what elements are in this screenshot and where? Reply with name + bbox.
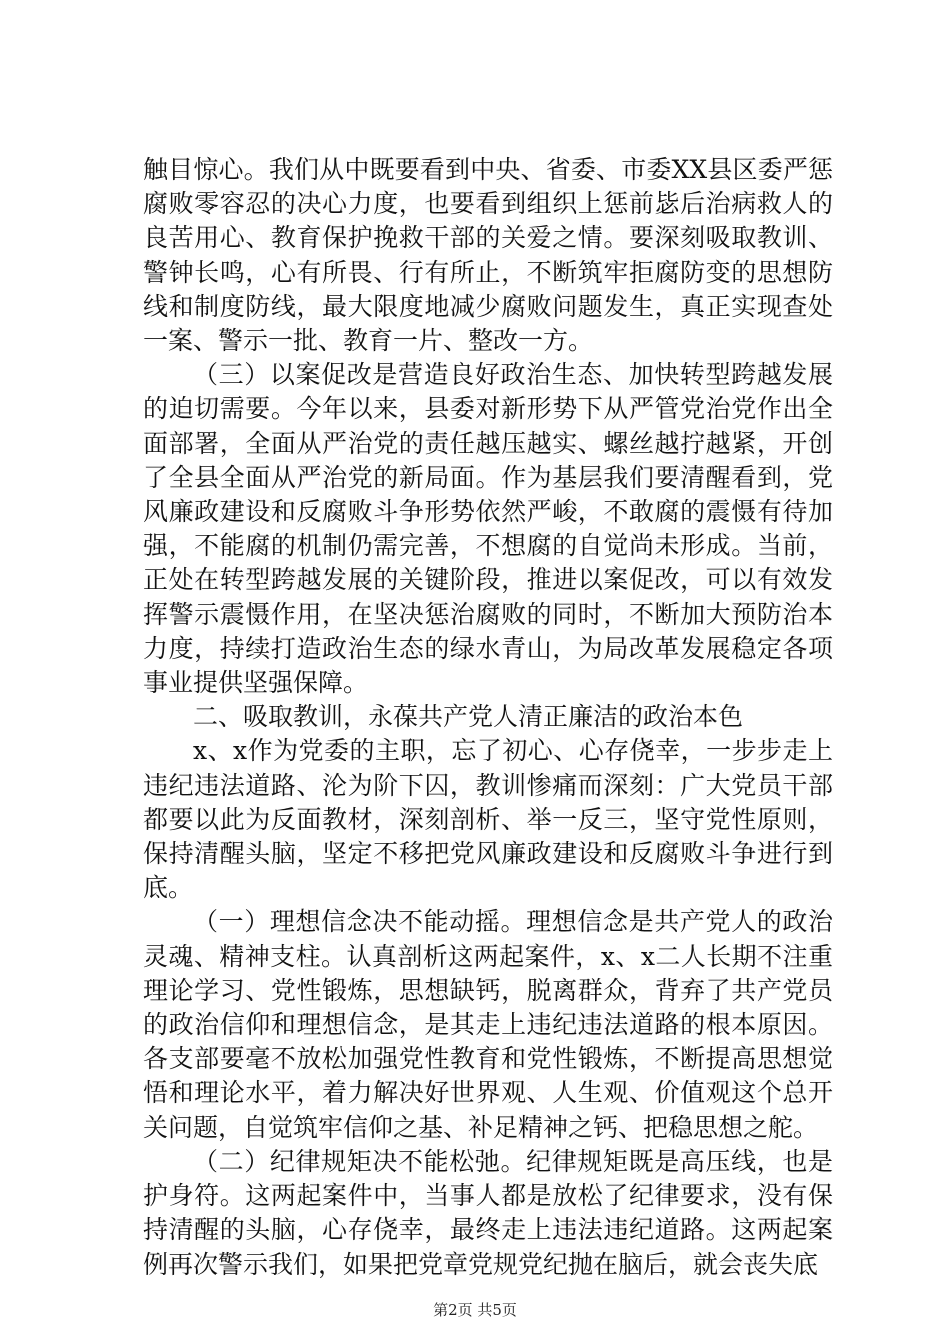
paragraph-point-one: （一）理想信念决不能动摇。理想信念是共产党人的政治灵魂、精神支柱。认真剖析这两起案件，x、x二人长期不注重理论学习、党性锻炼，思想缺钙，脱离群众，背弃了共产党员的政治信仰和理想信念，是其走上违纪违法道路的根本原因。各支部要毫不放松加强党性教育和党性锻炼，不断提高思想觉悟和理论水平，着力解决好世界观、人生观、价值观这个总开关问题，自觉筑牢信仰之基、补足精神之钙、把稳思想之舵。 xyxy=(143,907,833,1142)
page-number-footer: 第2页 共5页 xyxy=(433,1301,517,1319)
paragraph-section-three: （三）以案促改是营造良好政治生态、加快转型跨越发展的迫切需要。今年以来，县委对新形势下从严管党治党作出全面部署，全面从严治党的责任越压越实、螺丝越拧越紧，开创了全县全面从严治党的新局面。作为基层我们要清醒看到，党风廉政建设和反腐败斗争形势依然严峻，不敢腐的震慑有待加强，不能腐的机制仍需完善，不想腐的自觉尚未形成。当前，正处在转型跨越发展的关键阶段，推进以案促改，可以有效发挥警示震慑作用，在坚决惩治腐败的同时，不断加大预防治本力度，持续打造政治生态的绿水青山，为局改革发展稳定各项事业提供坚强保障。 xyxy=(143,360,833,698)
document-body xyxy=(143,153,833,1282)
section-heading-two: 二、吸取教训，永葆共产党人清正廉洁的政治本色 xyxy=(193,702,744,732)
paragraph-lessons-intro: x、x作为党委的主职，忘了初心、心存侥幸，一步步走上违纪违法道路、沦为阶下囚，教训惨痛而深刻：广大党员干部都要以此为反面教材，深刻剖析、举一反三，坚守党性原则，保持清醒头脑，坚定不移把党风廉政建设和反腐败斗争进行到底。 xyxy=(143,736,833,903)
paragraph-continued: 触目惊心。我们从中既要看到中央、省委、市委XX县区委严惩腐败零容忍的决心力度，也要看到组织上惩前毖后治病救人的良苦用心、教育保护挽救干部的关爱之情。要深刻吸取教训、警钟长鸣，心有所畏、行有所止，不断筑牢拒腐防变的思想防线和制度防线，最大限度地减少腐败问题发生，真正实现查处一案、警示一批、教育一片、整改一方。 xyxy=(143,155,833,356)
paragraph-point-two: （二）纪律规矩决不能松弛。纪律规矩既是高压线，也是护身符。这两起案件中，当事人都是放松了纪律要求，没有保持清醒的头脑，心存侥幸，最终走上违法违纪道路。这两起案例再次警示我们，如果把党章党规党纪抛在脑后，就会丧失底 xyxy=(143,1146,833,1279)
